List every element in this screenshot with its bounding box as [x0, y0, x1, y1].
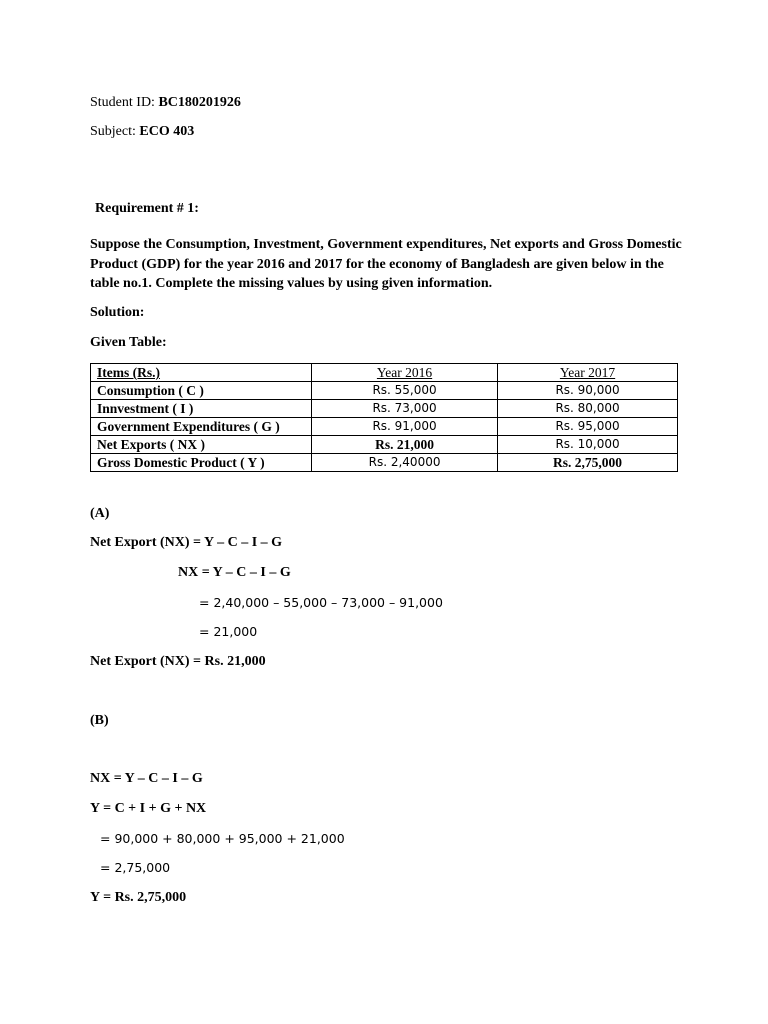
part-a-formula-repeat: NX = Y – C – I – G [178, 565, 291, 580]
part-b-answer: Y = Rs. 2,75,000 [90, 890, 187, 905]
row-value-2016: Rs. 91,000 [312, 418, 498, 436]
part-a-substitution: = 2,40,000 – 55,000 – 73,000 – 91,000 [199, 595, 443, 610]
given-table-label: Given Table: [90, 335, 167, 350]
column-header-items: Items (Rs.) [91, 364, 312, 382]
row-value-2016: Rs. 2,40000 [312, 454, 498, 472]
part-b-formula: NX = Y – C – I – G [90, 771, 203, 786]
given-table [90, 363, 678, 472]
row-value-2017: Rs. 95,000 [498, 418, 678, 436]
subject-line [90, 123, 194, 141]
row-value-2017: Rs. 80,000 [498, 400, 678, 418]
row-item: Innvestment ( I ) [91, 400, 312, 418]
row-value-2017-computed: Rs. 2,75,000 [498, 454, 678, 472]
table-header-row [91, 364, 678, 382]
column-header-2017: Year 2017 [498, 364, 678, 382]
row-value-2017: Rs. 10,000 [498, 436, 678, 454]
row-value-2016: Rs. 55,000 [312, 382, 498, 400]
requirement-title: Requirement # 1: [95, 201, 199, 216]
part-a-answer: Net Export (NX) = Rs. 21,000 [90, 654, 266, 669]
table-row [91, 418, 678, 436]
student-id-label: Student ID: [90, 95, 155, 110]
row-value-2017: Rs. 90,000 [498, 382, 678, 400]
part-a-label: (A) [90, 506, 110, 521]
subject-label: Subject: [90, 124, 136, 139]
table-row [91, 400, 678, 418]
table-row [91, 454, 678, 472]
student-id-line [90, 94, 241, 112]
row-item: Consumption ( C ) [91, 382, 312, 400]
row-item: Government Expenditures ( G ) [91, 418, 312, 436]
row-value-2016-computed: Rs. 21,000 [312, 436, 498, 454]
part-b-calc-result: = 2,75,000 [100, 860, 171, 875]
row-value-2016: Rs. 73,000 [312, 400, 498, 418]
student-id-value: BC180201926 [158, 95, 241, 110]
row-item: Net Exports ( NX ) [91, 436, 312, 454]
table-row [91, 436, 678, 454]
part-b-label: (B) [90, 713, 109, 728]
requirement-question: Suppose the Consumption, Investment, Government expenditures, Net exports and Gross Domestic Product (GDP) for the year 2016 and 2017 for the economy of Bangladesh are given below in the table no.1. Complete the missing values by using given information. [90, 237, 682, 291]
row-item: Gross Domestic Product ( Y ) [91, 454, 312, 472]
part-a-calc-result: = 21,000 [199, 624, 258, 639]
subject-value: ECO 403 [139, 124, 195, 139]
part-b-substitution: = 90,000 + 80,000 + 95,000 + 21,000 [100, 831, 345, 846]
part-b-rearranged-formula: Y = C + I + G + NX [90, 801, 207, 816]
solution-label: Solution: [90, 305, 145, 320]
table-row [91, 382, 678, 400]
column-header-2016: Year 2016 [312, 364, 498, 382]
part-a-formula: Net Export (NX) = Y – C – I – G [90, 535, 283, 550]
